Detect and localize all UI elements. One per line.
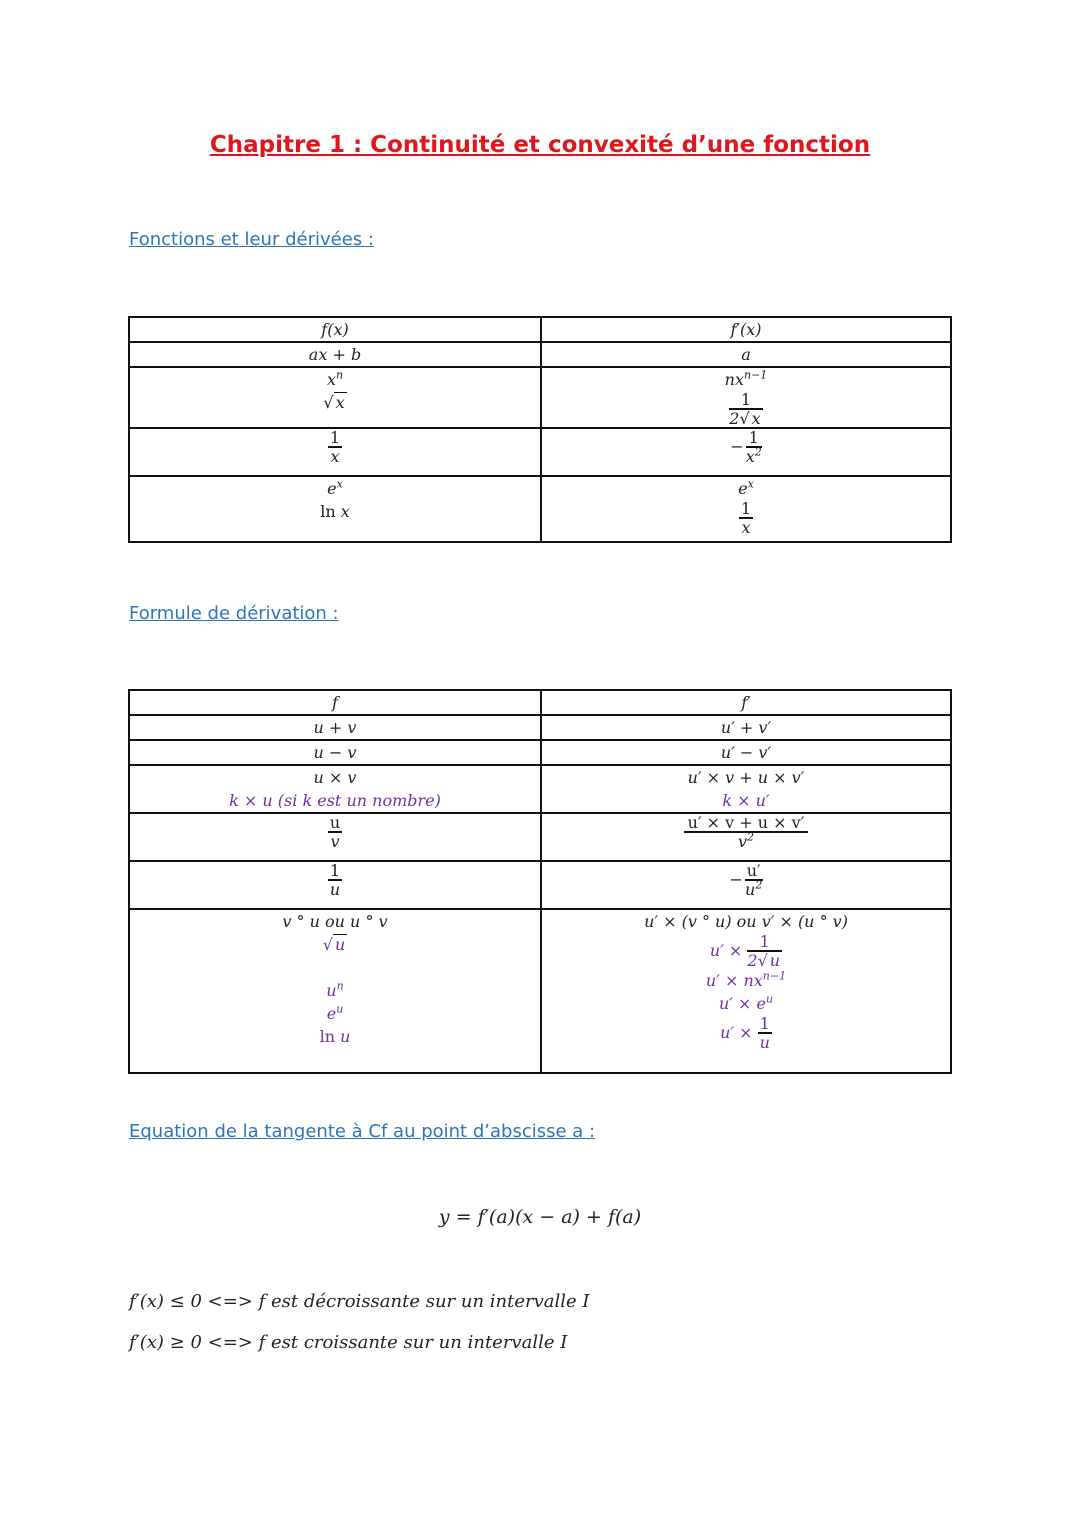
cell-fp: u′ × (v ° u) ou v′ × (u ° v) u′ × $\frac{1}{2√ u}$ $u' \times nx^{n-1}$ $u' \times e^u$ u′ × $\frac{1}{u}$ [541,909,951,1073]
table-row [129,476,951,542]
cell-fp: − $\frac{1}{x^2}$ [541,428,951,476]
rule-increasing: f′(x) ≥ 0 <=> f est croissante sur un intervalle I [129,1332,568,1353]
table-row [129,428,951,476]
cell-f: $\frac{1}{x}$ [129,428,541,476]
page-title: Chapitre 1 : Continuité et convexité d’une fonction [209,132,871,158]
cell-f: $\frac{u}{v}$ [129,813,541,861]
derivatives-table [128,316,952,543]
table-row [129,813,951,861]
header-fx: f(x) [129,317,541,342]
table-header-row [129,317,951,342]
cell-f: $x^n$ √ x [129,367,541,428]
cell-f: u − v [129,740,541,765]
table-row [129,740,951,765]
header-fpx: f′(x) [541,317,951,342]
formulas-table [128,689,952,1074]
cell-fp: u′ − v′ [541,740,951,765]
header-fp: f′ [541,690,951,715]
cell-f: $e^x$ ln x [129,476,541,542]
section-derivatives-heading: Fonctions et leur dérivées : [129,229,374,250]
cell-f: u × v k × u (si k est un nombre) [129,765,541,813]
table-row [129,367,951,428]
section-tangent-heading: Equation de la tangente à Cf au point d’abscisse a : [129,1121,596,1142]
cell-f: v ° u ou u ° v √ u $u^n$ $e^u$ ln u [129,909,541,1073]
cell-fp: − $\frac{u'}{u^2}$ [541,861,951,909]
cell-fp: $\frac{u' \times v + u \times v'}{v^2}$ [541,813,951,861]
cell-f: ax + b [129,342,541,367]
header-f: f [129,690,541,715]
cell-fp: $e^x$ $\frac{1}{x}$ [541,476,951,542]
cell-f: $\frac{1}{u}$ [129,861,541,909]
table-row [129,861,951,909]
table-row [129,909,951,1073]
cell-fp: u′ × v + u × v′ k × u′ [541,765,951,813]
table-header-row [129,690,951,715]
table-row [129,715,951,740]
section-formulas-heading: Formule de dérivation : [129,603,339,624]
table-row [129,765,951,813]
rule-decreasing: f′(x) ≤ 0 <=> f est décroissante sur un intervalle I [129,1291,590,1312]
cell-fp: u′ + v′ [541,715,951,740]
cell-fp: $nx^{n-1}$ $\frac{1}{2√ x}$ [541,367,951,428]
table-row [129,342,951,367]
cell-fp: a [541,342,951,367]
cell-f: u + v [129,715,541,740]
tangent-equation: y = f′(a)(x − a) + f(a) [438,1206,642,1228]
